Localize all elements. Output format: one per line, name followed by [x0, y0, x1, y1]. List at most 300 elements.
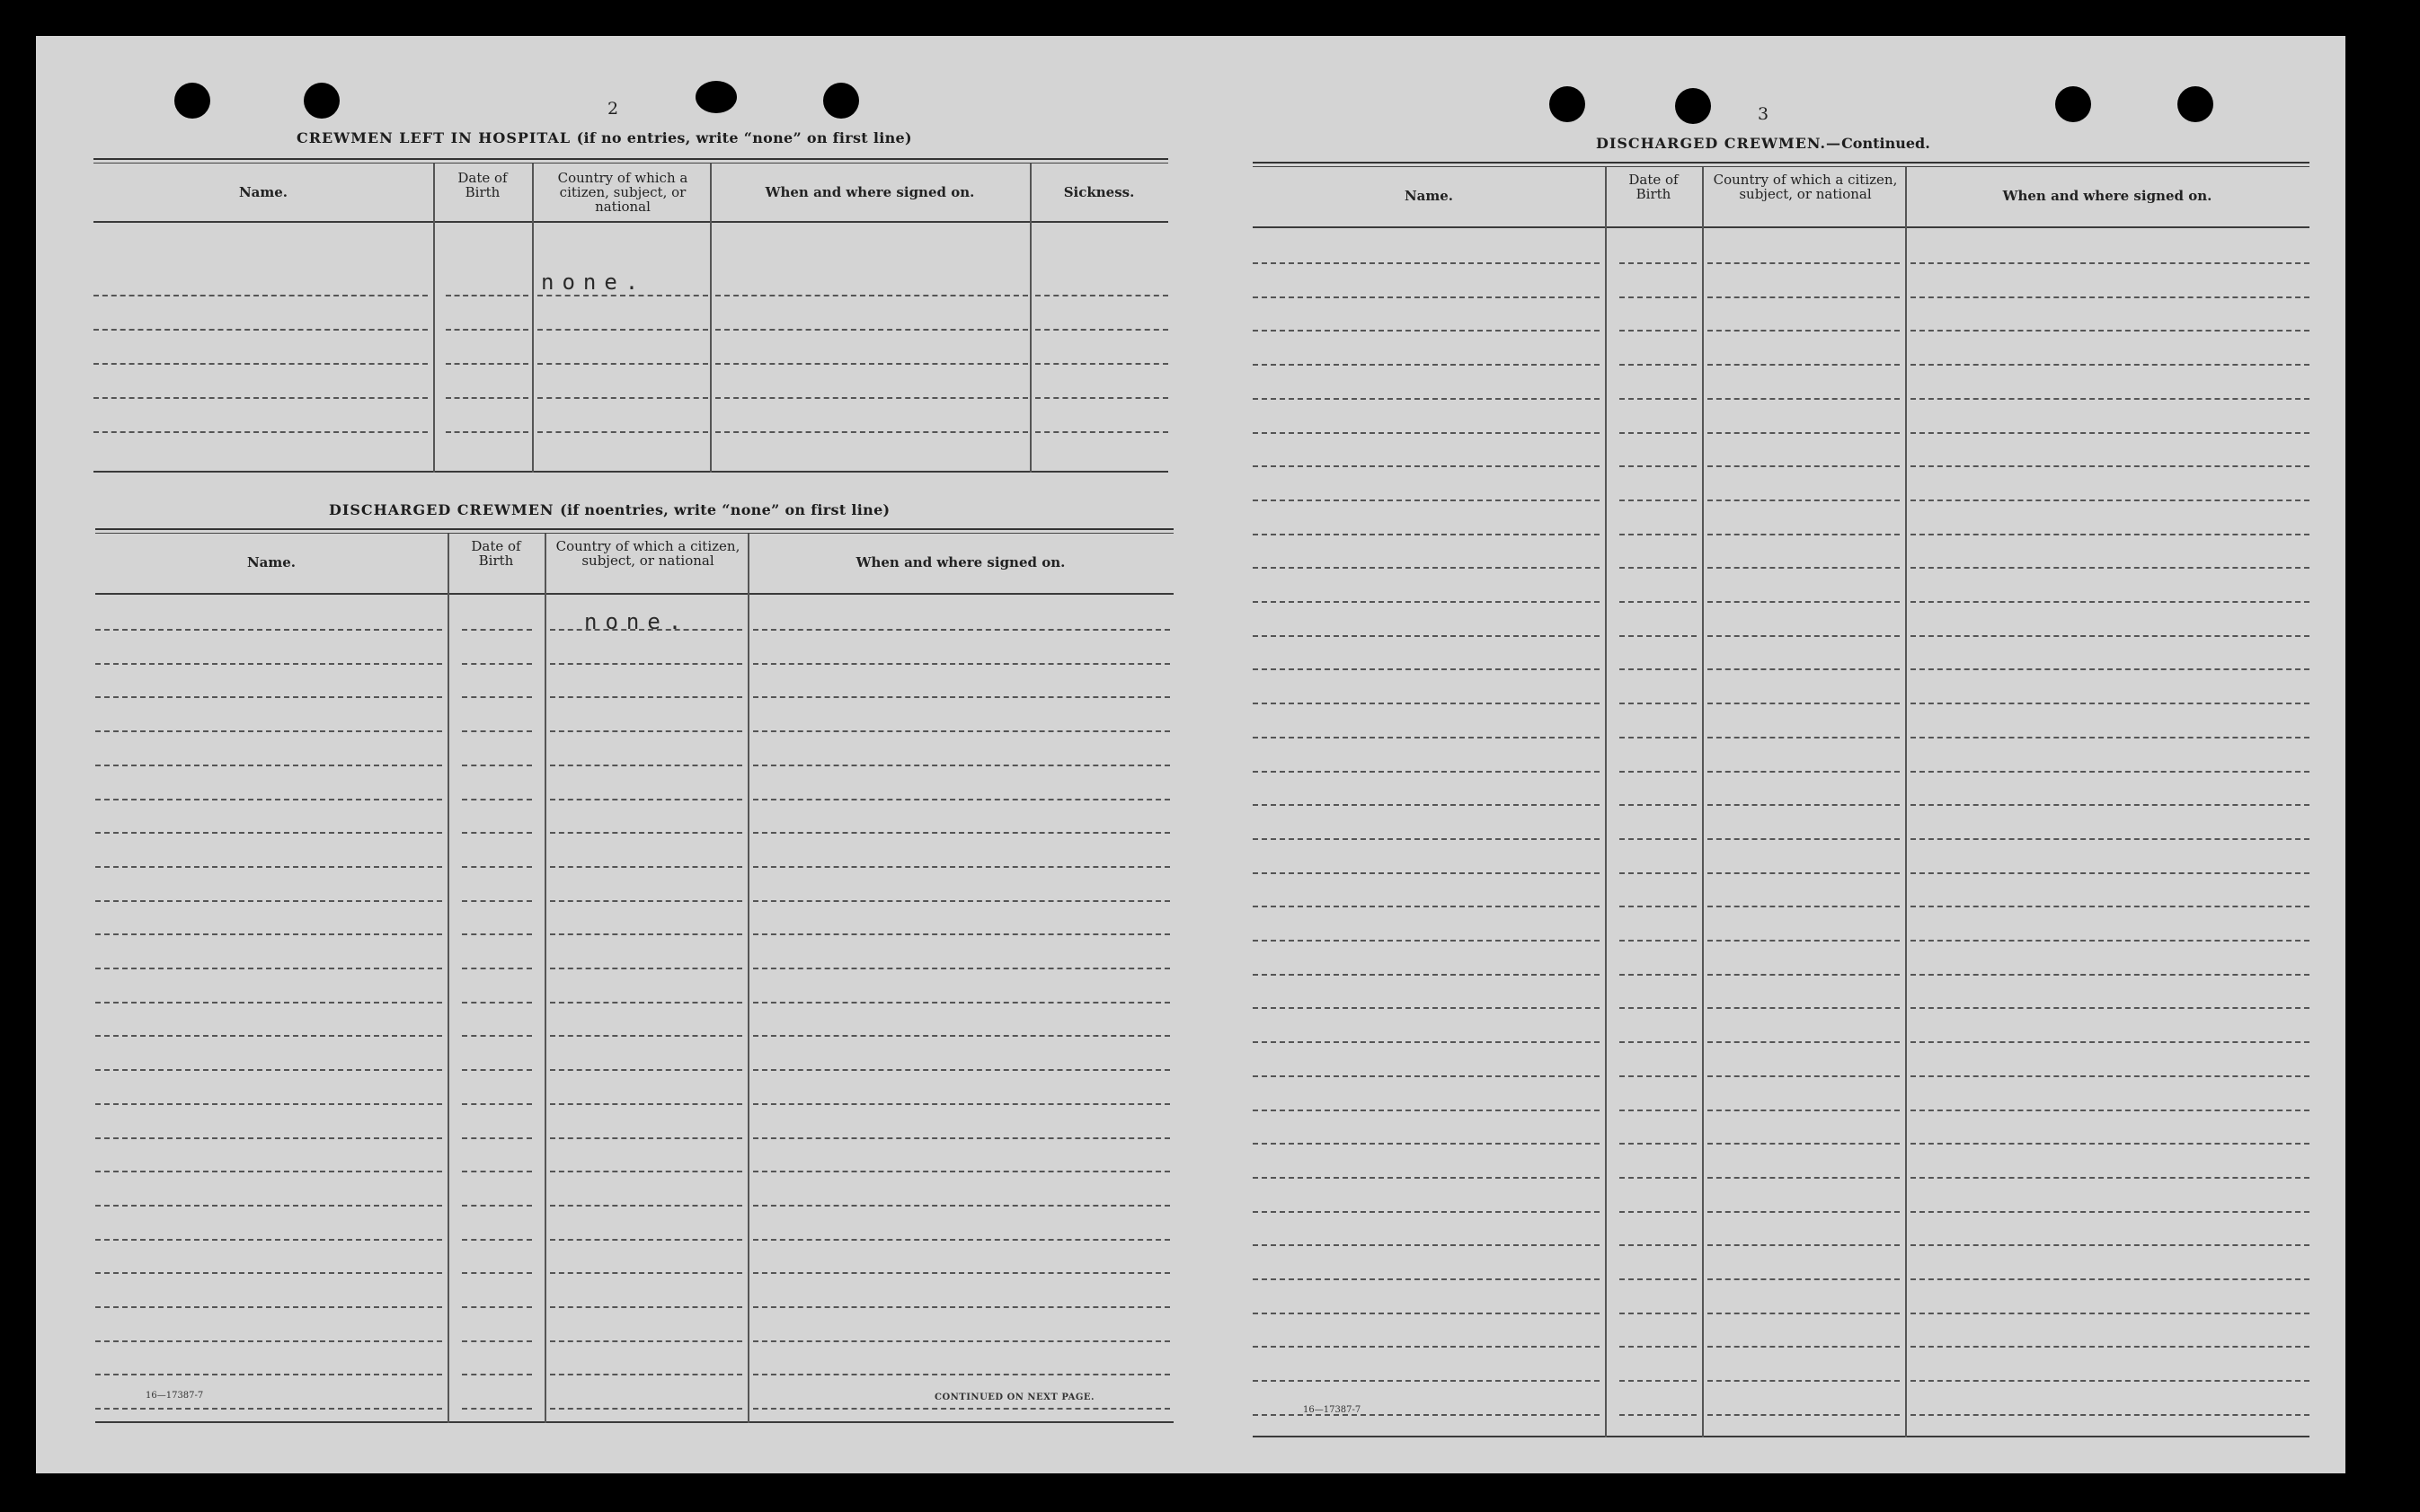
entry-line [1253, 1211, 1600, 1213]
entry-line [1910, 364, 2309, 366]
entry-line [1910, 838, 2309, 840]
entry-line [1910, 1380, 2309, 1382]
entry-line [93, 363, 428, 365]
entry-line [95, 1408, 442, 1410]
hospital-table [93, 158, 1168, 474]
entry-line [1619, 1143, 1697, 1145]
entry-line [462, 1002, 532, 1004]
entry-line [462, 1205, 532, 1207]
entry-line [715, 329, 1028, 331]
entry-line [1619, 500, 1697, 501]
entry-line [1707, 1380, 1900, 1382]
entry-line [1910, 1346, 2309, 1348]
entry-line [462, 1408, 532, 1410]
entry-line [95, 1374, 442, 1375]
entry-line [1707, 1414, 1900, 1416]
document-sheet [36, 36, 2345, 1473]
discharged-continued-table [1253, 162, 2309, 1439]
entry-line [753, 1137, 1170, 1139]
punch-hole [2177, 86, 2213, 122]
entry-line [550, 696, 742, 698]
entry-line [1910, 567, 2309, 569]
entry-line [1253, 771, 1600, 773]
entry-line [1707, 567, 1900, 569]
entry-line [462, 765, 532, 766]
entry-line [1910, 465, 2309, 467]
entry-line [462, 730, 532, 732]
entry-line [1619, 1110, 1697, 1111]
entry-line [1707, 1041, 1900, 1043]
entry-line [537, 295, 708, 296]
punch-hole [304, 83, 340, 119]
col-header-signed: When and where signed on. [765, 184, 975, 200]
entry-line [1253, 1177, 1600, 1179]
entry-line [753, 1340, 1170, 1342]
discharged-table [95, 528, 1174, 1425]
entry-line [753, 1239, 1170, 1241]
entry-line [1910, 872, 2309, 874]
punch-hole [2055, 86, 2091, 122]
entry-line [1910, 1041, 2309, 1043]
entry-line [753, 663, 1170, 665]
entry-line [462, 1239, 532, 1241]
col-header-country: Country of which a citizen, subject, or national [1713, 172, 1898, 202]
entry-line [1707, 1143, 1900, 1145]
entry-line [1910, 330, 2309, 332]
entry-line [1707, 974, 1900, 976]
entry-line [1707, 703, 1900, 704]
entry-line [462, 663, 532, 665]
discharged-continued-title [1596, 135, 1930, 152]
entry-line [1619, 838, 1697, 840]
entry-line [1707, 1346, 1900, 1348]
entry-line [550, 1340, 742, 1342]
hospital-title-text: CREWMEN LEFT IN HOSPITAL [297, 129, 572, 146]
typed-entry-none: none. [584, 609, 690, 634]
entry-line [1619, 974, 1697, 976]
continued-label: Continued. [1841, 135, 1930, 152]
entry-line [550, 1408, 742, 1410]
entry-line [1910, 804, 2309, 806]
entry-line [550, 663, 742, 665]
entry-line [95, 968, 442, 969]
entry-line [1253, 601, 1600, 603]
entry-line [1253, 330, 1600, 332]
entry-line [1910, 906, 2309, 907]
entry-line [753, 1035, 1170, 1037]
entry-line [537, 329, 708, 331]
entry-line [550, 1035, 742, 1037]
entry-line [1910, 1211, 2309, 1213]
entry-line [550, 765, 742, 766]
entry-line [1707, 838, 1900, 840]
entry-line [1910, 974, 2309, 976]
entry-line [1707, 1075, 1900, 1077]
entry-line [1707, 500, 1900, 501]
entry-line [1619, 703, 1697, 704]
entry-line [1253, 872, 1600, 874]
entry-line [1707, 1211, 1900, 1213]
entry-line [462, 933, 532, 935]
col-header-dob: Date of Birth [1628, 172, 1679, 202]
entry-line [1707, 804, 1900, 806]
entry-line [1707, 1007, 1900, 1009]
entry-line [95, 629, 442, 631]
col-header-country: Country of which a citizen, subject, or national [555, 538, 740, 569]
entry-line [1910, 1313, 2309, 1314]
entry-line [550, 1205, 742, 1207]
col-header-dob: Date of Birth [457, 170, 508, 200]
entry-line [1253, 364, 1600, 366]
entry-line [550, 1374, 742, 1375]
page-number: 3 [1758, 104, 1769, 124]
entry-line [753, 1272, 1170, 1274]
entry-line [1253, 635, 1600, 637]
entry-line [1253, 398, 1600, 400]
entry-line [95, 933, 442, 935]
entry-line [1910, 432, 2309, 434]
entry-line [1619, 872, 1697, 874]
entry-line [1253, 1075, 1600, 1077]
entry-line [93, 431, 428, 433]
entry-line [1707, 1110, 1900, 1111]
col-header-sickness: Sickness. [1063, 184, 1135, 200]
entry-line [753, 799, 1170, 800]
entry-line [1253, 1313, 1600, 1314]
entry-line [1619, 364, 1697, 366]
entry-line [1707, 1244, 1900, 1246]
entry-line [1707, 534, 1900, 535]
entry-line [95, 730, 442, 732]
entry-line [1707, 601, 1900, 603]
discharged-instruction: (if noentries, write “none” on first line) [560, 501, 891, 518]
entry-line [1707, 432, 1900, 434]
entry-line [550, 933, 742, 935]
entry-line [462, 629, 532, 631]
punch-hole [696, 81, 737, 113]
entry-line [1253, 432, 1600, 434]
entry-line [1253, 1143, 1600, 1145]
entry-line [1035, 397, 1168, 399]
entry-line [1910, 398, 2309, 400]
entry-line [1253, 940, 1600, 942]
hospital-instruction: (if no entries, write “none” on first line) [576, 129, 912, 146]
entry-line [1619, 1041, 1697, 1043]
entry-line [462, 968, 532, 969]
entry-line [753, 1374, 1170, 1375]
entry-line [1253, 668, 1600, 670]
entry-line [1619, 906, 1697, 907]
entry-line [1619, 940, 1697, 942]
entry-line [1253, 804, 1600, 806]
entry-line [537, 431, 708, 433]
entry-line [550, 1069, 742, 1071]
entry-line [1619, 1346, 1697, 1348]
entry-line [753, 765, 1170, 766]
entry-line [753, 1171, 1170, 1172]
entry-line [537, 363, 708, 365]
entry-line [550, 1272, 742, 1274]
col-header-dob: Date of Birth [471, 538, 521, 569]
entry-line [1619, 1007, 1697, 1009]
entry-line [1619, 1177, 1697, 1179]
entry-line [1619, 1211, 1697, 1213]
entry-line [1253, 906, 1600, 907]
entry-line [93, 397, 428, 399]
entry-line [95, 832, 442, 834]
col-header-signed: When and where signed on. [855, 554, 1066, 570]
entry-line [462, 1306, 532, 1308]
entry-line [95, 663, 442, 665]
entry-line [1910, 262, 2309, 264]
entry-line [1707, 771, 1900, 773]
entry-line [1253, 1278, 1600, 1280]
entry-line [1707, 296, 1900, 298]
entry-line [1253, 262, 1600, 264]
entry-line [1253, 1041, 1600, 1043]
typed-entry-none: none. [541, 270, 647, 295]
entry-line [1253, 534, 1600, 535]
entry-line [1910, 1075, 2309, 1077]
entry-line [1035, 295, 1168, 296]
entry-line [1910, 1244, 2309, 1246]
entry-line [550, 799, 742, 800]
entry-line [1619, 1380, 1697, 1382]
discharged-section-title [329, 501, 890, 518]
entry-line [753, 1408, 1170, 1410]
entry-line [462, 1103, 532, 1105]
entry-line [1035, 431, 1168, 433]
entry-line [550, 900, 742, 902]
entry-line [1619, 398, 1697, 400]
entry-line [1619, 262, 1697, 264]
col-header-name: Name. [246, 554, 297, 570]
entry-line [753, 968, 1170, 969]
entry-line [1619, 804, 1697, 806]
entry-line [1619, 1313, 1697, 1314]
entry-line [1253, 737, 1600, 738]
entry-line [1035, 329, 1168, 331]
entry-line [95, 1171, 442, 1172]
entry-line [753, 1002, 1170, 1004]
entry-line [446, 363, 528, 365]
entry-line [462, 1340, 532, 1342]
continued-note: CONTINUED ON NEXT PAGE. [935, 1393, 1095, 1402]
entry-line [446, 397, 528, 399]
entry-line [550, 968, 742, 969]
entry-line [1707, 1313, 1900, 1314]
entry-line [1707, 635, 1900, 637]
entry-line [753, 1205, 1170, 1207]
entry-line [1253, 838, 1600, 840]
entry-line [550, 629, 742, 631]
entry-line [753, 629, 1170, 631]
entry-line [1707, 940, 1900, 942]
entry-line [95, 1035, 442, 1037]
entry-line [1707, 398, 1900, 400]
entry-line [1619, 737, 1697, 738]
entry-line [1910, 737, 2309, 738]
entry-line [95, 1002, 442, 1004]
entry-line [1707, 465, 1900, 467]
discharged-continued-title-text: DISCHARGED CREWMEN.— [1596, 135, 1842, 152]
entry-line [1910, 668, 2309, 670]
entry-line [462, 900, 532, 902]
entry-line [1253, 1380, 1600, 1382]
entry-line [1910, 1007, 2309, 1009]
col-header-country: Country of which a citizen, subject, or national [557, 170, 688, 215]
entry-line [95, 799, 442, 800]
entry-line [1253, 296, 1600, 298]
entry-line [1910, 635, 2309, 637]
entry-line [1253, 567, 1600, 569]
entry-line [1707, 1278, 1900, 1280]
entry-line [1707, 737, 1900, 738]
col-header-name: Name. [1404, 188, 1454, 204]
entry-line [1619, 465, 1697, 467]
entry-line [446, 329, 528, 331]
entry-line [715, 431, 1028, 433]
punch-hole [174, 83, 210, 119]
entry-line [1910, 1177, 2309, 1179]
entry-line [1253, 1244, 1600, 1246]
form-number: 16—17387-7 [1303, 1405, 1361, 1415]
entry-line [1253, 500, 1600, 501]
entry-line [95, 1205, 442, 1207]
entry-line [446, 431, 528, 433]
entry-line [462, 1069, 532, 1071]
entry-line [753, 1069, 1170, 1071]
entry-line [1619, 771, 1697, 773]
entry-line [1035, 363, 1168, 365]
entry-line [1253, 974, 1600, 976]
entry-line [1619, 668, 1697, 670]
entry-line [550, 1306, 742, 1308]
entry-line [1910, 1110, 2309, 1111]
discharged-title-text: DISCHARGED CREWMEN [329, 501, 554, 518]
entry-line [1910, 1414, 2309, 1416]
entry-line [95, 765, 442, 766]
entry-line [550, 730, 742, 732]
entry-line [95, 900, 442, 902]
entry-line [1619, 534, 1697, 535]
entry-line [1619, 601, 1697, 603]
entry-line [1910, 1143, 2309, 1145]
entry-line [753, 900, 1170, 902]
entry-line [1707, 330, 1900, 332]
punch-hole [823, 83, 859, 119]
page-number: 2 [607, 99, 619, 119]
entry-line [1910, 601, 2309, 603]
entry-line [1253, 1007, 1600, 1009]
hospital-section-title [297, 129, 912, 146]
entry-line [1619, 432, 1697, 434]
entry-line [1253, 703, 1600, 704]
entry-line [95, 866, 442, 868]
entry-line [753, 866, 1170, 868]
entry-line [715, 397, 1028, 399]
entry-line [95, 1306, 442, 1308]
entry-line [1619, 1278, 1697, 1280]
entry-line [1910, 703, 2309, 704]
entry-line [93, 329, 428, 331]
entry-line [1707, 872, 1900, 874]
entry-line [462, 1035, 532, 1037]
entry-line [1619, 1244, 1697, 1246]
entry-line [753, 832, 1170, 834]
entry-line [753, 730, 1170, 732]
entry-line [1619, 567, 1697, 569]
entry-line [1707, 262, 1900, 264]
entry-line [715, 295, 1028, 296]
punch-hole [1675, 88, 1711, 124]
entry-line [462, 799, 532, 800]
entry-line [753, 933, 1170, 935]
entry-line [462, 832, 532, 834]
entry-line [1707, 1177, 1900, 1179]
entry-line [1910, 500, 2309, 501]
entry-line [1619, 330, 1697, 332]
entry-line [550, 1103, 742, 1105]
entry-line [95, 696, 442, 698]
entry-line [95, 1069, 442, 1071]
entry-line [1619, 635, 1697, 637]
entry-line [95, 1137, 442, 1139]
entry-line [462, 696, 532, 698]
entry-line [1910, 1278, 2309, 1280]
entry-line [1910, 534, 2309, 535]
entry-line [1910, 296, 2309, 298]
entry-line [462, 1272, 532, 1274]
entry-line [1253, 465, 1600, 467]
entry-line [753, 1306, 1170, 1308]
entry-line [550, 866, 742, 868]
entry-line [715, 363, 1028, 365]
entry-line [462, 866, 532, 868]
col-header-signed: When and where signed on. [2002, 188, 2212, 204]
entry-line [95, 1272, 442, 1274]
entry-line [93, 295, 428, 296]
entry-line [1910, 940, 2309, 942]
entry-line [1253, 1110, 1600, 1111]
entry-line [550, 832, 742, 834]
entry-line [550, 1137, 742, 1139]
entry-line [1619, 1414, 1697, 1416]
entry-line [462, 1374, 532, 1375]
entry-line [1619, 296, 1697, 298]
entry-line [446, 295, 528, 296]
entry-line [1707, 364, 1900, 366]
entry-line [1707, 668, 1900, 670]
entry-line [95, 1340, 442, 1342]
entry-line [1910, 771, 2309, 773]
entry-line [550, 1002, 742, 1004]
entry-line [1707, 906, 1900, 907]
entry-line [537, 397, 708, 399]
entry-line [753, 696, 1170, 698]
entry-line [1253, 1346, 1600, 1348]
entry-line [462, 1171, 532, 1172]
col-header-name: Name. [238, 184, 288, 200]
entry-line [550, 1239, 742, 1241]
entry-line [550, 1171, 742, 1172]
entry-line [462, 1137, 532, 1139]
form-number: 16—17387-7 [146, 1391, 204, 1401]
punch-hole [1549, 86, 1585, 122]
entry-line [95, 1103, 442, 1105]
entry-line [95, 1239, 442, 1241]
entry-line [753, 1103, 1170, 1105]
